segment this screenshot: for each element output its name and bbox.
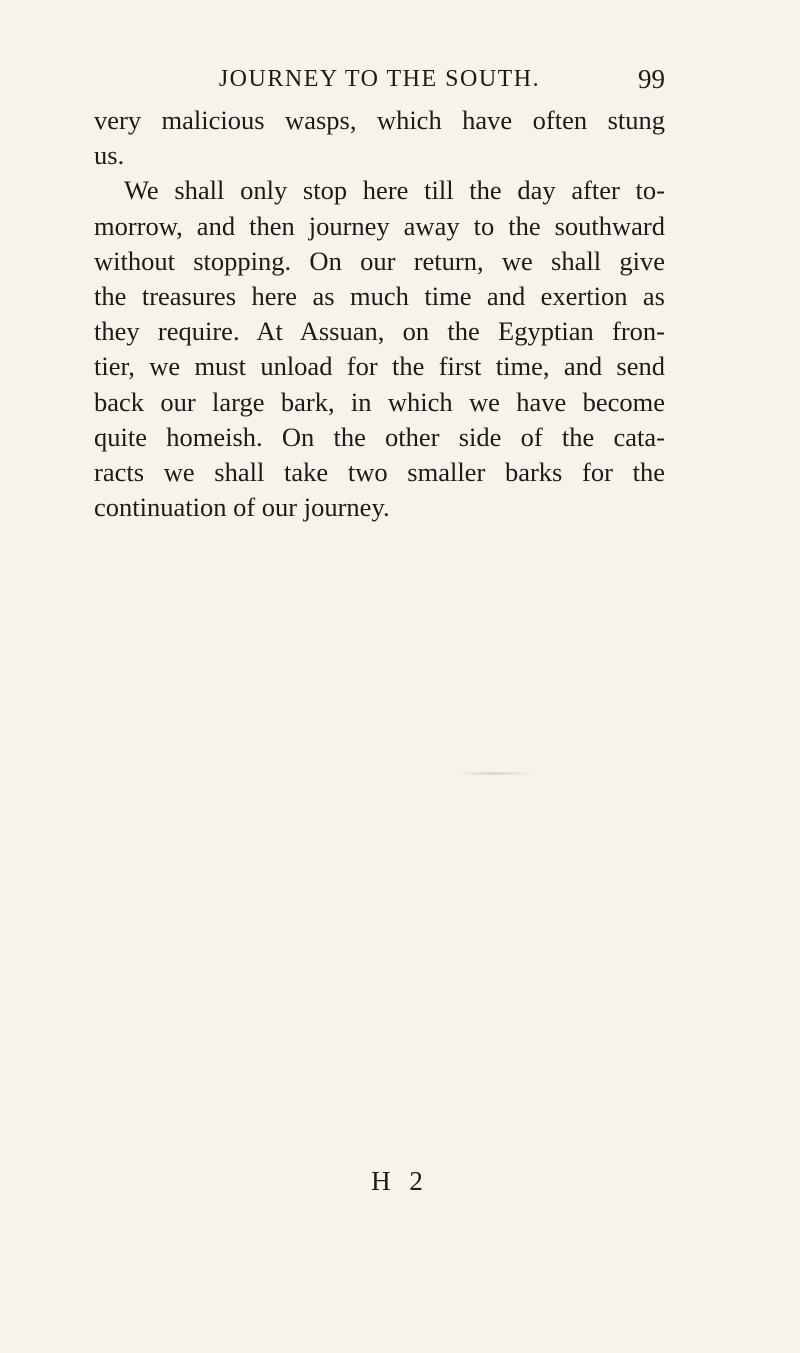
text-line: without stopping. On our return, we shall give — [94, 245, 665, 276]
text-line: they require. At Assuan, on the Egyptian fron- — [94, 316, 665, 347]
paper-smudge — [455, 772, 535, 775]
text-line: the treasures here as much time and exertion as — [94, 280, 665, 311]
page-number: 99 — [638, 64, 665, 94]
paragraph-start-line: We shall only stop here till the day after to- — [124, 175, 665, 206]
text-line: very malicious wasps, which have often stung — [94, 105, 665, 135]
signature-mark: H 2 — [371, 1166, 429, 1196]
text-line: morrow, and then journey away to the southward — [94, 210, 665, 241]
text-line: quite homeish. On the other side of the cata- — [94, 421, 665, 452]
text-line: tier, we must unload for the first time, and send — [94, 351, 665, 382]
text-line: racts we shall take two smaller barks for the — [94, 456, 665, 487]
text-line: continuation of our journey. — [94, 492, 390, 523]
body-text — [94, 103, 665, 525]
running-title: JOURNEY TO THE SOUTH. — [218, 66, 541, 92]
text-line: us. — [94, 140, 125, 171]
running-head — [94, 62, 665, 96]
text-line: back our large bark, in which we have become — [94, 386, 665, 417]
